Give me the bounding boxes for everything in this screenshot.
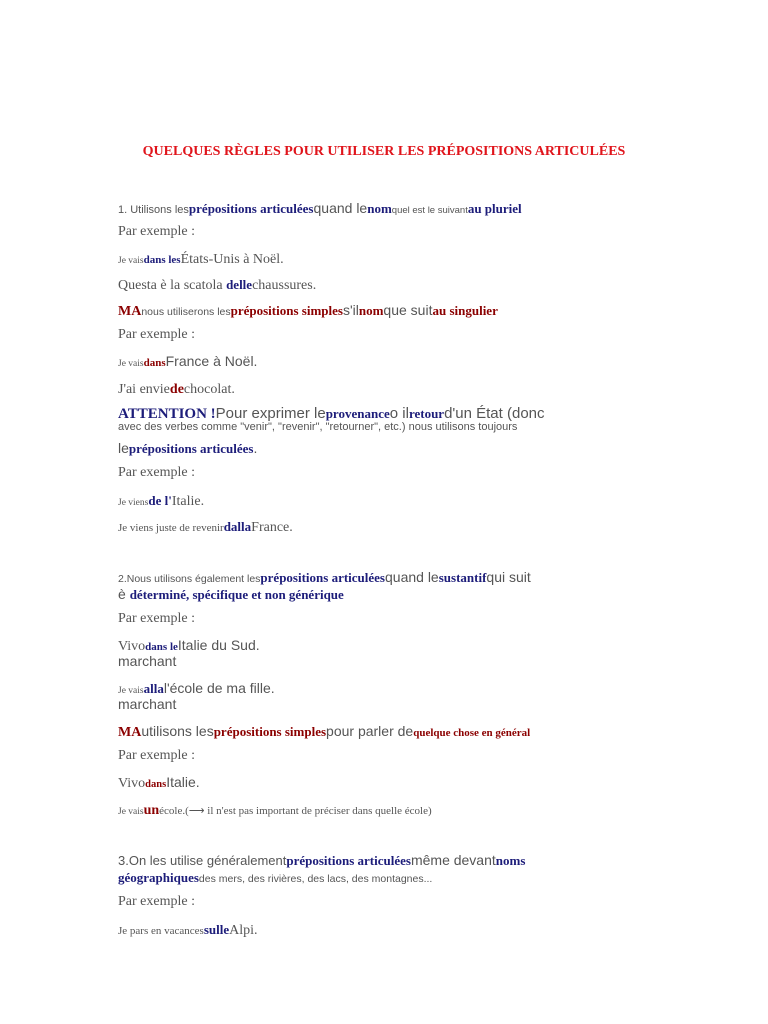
example-label: Par exemple : [118,465,195,480]
example-1: Je vaisdans lesÉtats-Unis à Noël. [118,252,284,267]
rule-1-exception: MAnous utiliserons lesprépositions simpless'ilnomque suitau singulier [118,302,498,319]
rule-1: 1. Utilisons lesprépositions articuléesquand lenomquel est le suivantau pluriel [118,200,522,216]
example-7-line-2: marchant [118,653,177,669]
page-title: QUELQUES RÈGLES POUR UTILISER LES PRÉPOSITIONS ARTICULÉES [142,144,626,159]
example-5: Je viensde l'Italie. [118,493,205,509]
rule-2: 2.Nous utilisons également lesprépositions articuléesquand lesustantifqui suit [118,569,531,585]
example-10: Je vaisunécole.(⟶ il n'est pas important de préciser dans quelle école) [118,803,432,818]
example-6: Je viens juste de revenirdallaFrance. [118,519,293,535]
rule-2-line-2: è déterminé, spécifique et non générique [118,586,344,602]
example-9: VivodansItalie. [118,774,200,791]
rule-2-exception: MAutilisons lesprépositions simplespour parler dequelque chose en général [118,723,531,740]
example-8-line-2: marchant [118,696,177,712]
attention-note-line-3: leprépositions articulées. [118,440,258,456]
example-11: Je pars en vacancessulleAlpi. [118,922,258,938]
example-3: Je vaisdansFrance à Noël. [118,353,258,369]
example-label: Par exemple : [118,224,195,239]
example-8: Je vaisallal'école de ma fille. [118,680,275,696]
example-label: Par exemple : [118,327,195,342]
rule-3-line-2: géographiquesdes mers, des rivières, des lacs, des montagnes... [118,870,433,885]
example-label: Par exemple : [118,611,195,626]
attention-note: ATTENTION !Pour exprimer leprovenanceo ilretourd'un État (donc [118,405,545,422]
example-4: J'ai enviedechocolat. [118,382,235,397]
attention-note-line-2: avec des verbes comme "venir", "revenir", "retourner", etc.) nous utilisons toujours [118,421,518,433]
example-label: Par exemple : [118,894,195,909]
rule-3: 3.On les utilise généralementprépositions articuléesmême devantnoms [118,852,526,868]
example-2: Questa è la scatola dellechaussures. [118,277,317,293]
example-label: Par exemple : [118,748,195,763]
example-7: Vivodans leItalie du Sud. [118,637,260,654]
